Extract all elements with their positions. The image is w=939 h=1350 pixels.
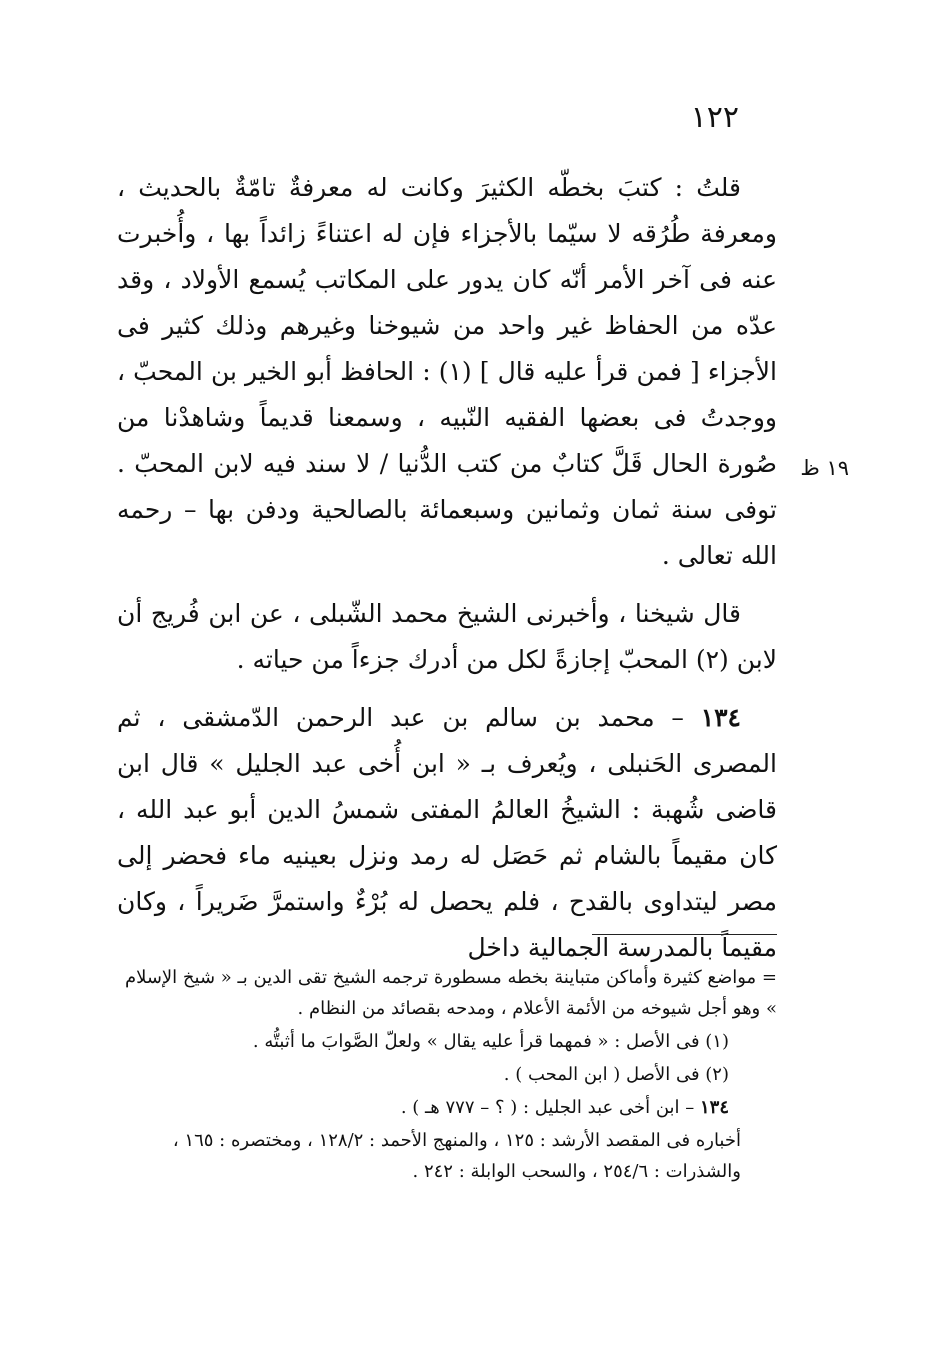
biography-entry [117,695,777,971]
entry-text: – محمد بن سالم بن عبد الرحمن الدّمشقى ، ثم المصرى الحَنبلى ، ويُعرف بـ « ابن أُخى عبد الجليل » قال ابن قاضى شُهبة : الشيخُ العالمُ المفتى شمسُ الدين أبو عبد الله ، كان مقيماً بالشام ثم حَصَل له رمد ونزل بعينيه ماء فحضر إلى مصر ليتداوى بالقدح ، فلم يحصل له بُرْءٌ واستمرَّ ضَريراً ، وكان مقيماً بالمدرسة الجمالية داخل [117,703,777,962]
footnote-sources: أخباره فى المقصد الأرشد : ١٢٥ ، والمنهج الأحمد : ١٢٨/٢ ، ومختصره : ١٦٥ ، والشذرات : ٢٥٤/٦ ، والسحب الوابلة : ٢٤٢ . [172,1130,741,1182]
page-number: ١٢٢ [690,100,739,135]
paragraph-1: قلتُ : كتبَ بخطّه الكثيرَ وكانت له معرفةٌ تامّةٌ بالحديث ، ومعرفة طُرُقه لا سيّما بالأجزاء فإن له اعتناءً زائداً بها ، وأُخبرت عنه فى آخر الأمر أنّه كان يدور على المكاتب يُسمع الأولاد ، وقد عدّه من الحفاظ غير واحد من شيوخنا وغيرهم وذلك كثير فى الأجزاء [ فمن قرأ عليه قال ] (١) : الحافظ أبو الخير بن المحبّ ، ووجدتُ فى بعضها الفقيه النّبيه ، وسمعنا قديماً وشاهدْنا من صُورة الحال قَلَّ كتابٌ من كتب الدُّنيا / لا سند فيه لابن المحبّ . توفى سنة ثمان وثمانين وسبعمائة بالصالحية ودفن بها – رحمه الله تعالى . [117,173,777,570]
footnote-1: (١) فى الأصل : « فمهما قرأ عليه يقال » ولعلّ الصَّوابَ ما أثبتُّه . [252,1031,729,1052]
footnotes [117,962,777,1187]
footnote-entry-number: ١٣٤ [699,1097,729,1118]
footnote-2: (٢) فى الأصل ( ابن المحب ) . [503,1064,729,1085]
footnote-entry-text: – ابن أخى عبد الجليل : ( ؟ – ٧٧٧ هـ ) . [400,1097,700,1118]
footnote-divider [592,934,777,935]
manuscript-folio-note: ١٩ ظ [800,456,849,480]
entry-number: ١٣٤ [700,703,741,732]
footnote-continuation: = مواضع كثيرة وأماكن متباينة بخطه مسطورة ترجمه الشيخ تقى الدين بـ « شيخ الإسلام » وهو أجل شيوخه من الأئمة الأعلام ، ومدحه بقصائد من النظام . [124,967,777,1019]
footnote-entry [117,1092,777,1123]
paragraph-2: قال شيخنا ، وأخبرنى الشيخ محمد الشّبلى ، عن ابن فُريج أن لابن (٢) المحبّ إجازةً لكل من أدرك جزءاً من حياته . [117,599,777,674]
main-text [117,165,777,971]
